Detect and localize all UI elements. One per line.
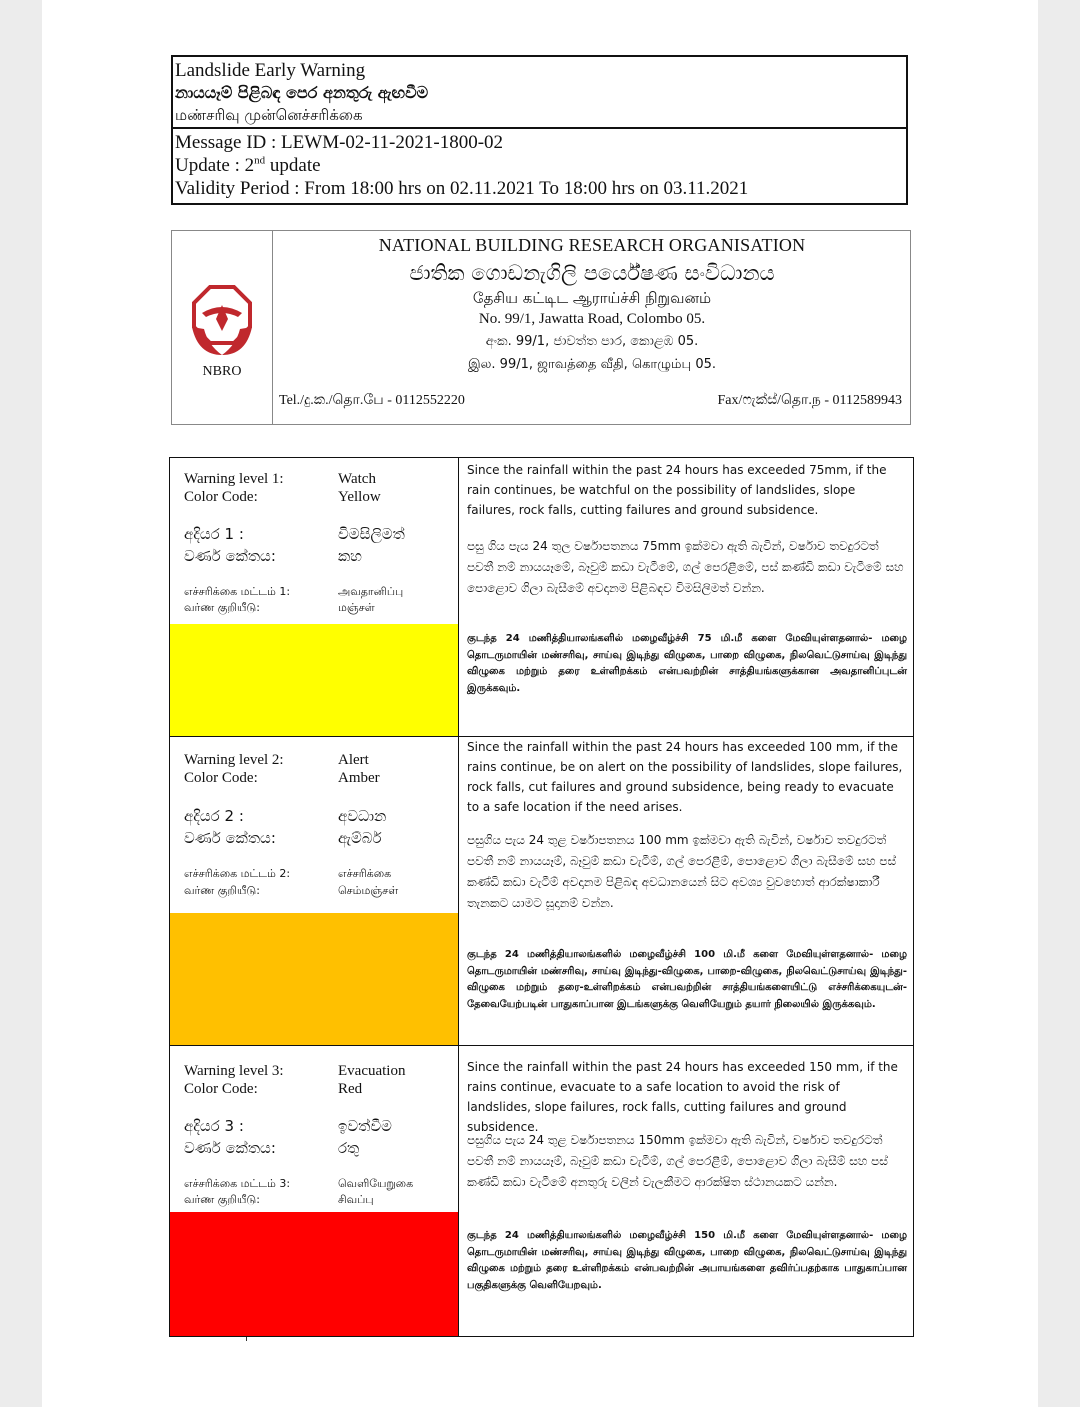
- level-value-tamil: எச்சரிக்கை: [338, 867, 392, 880]
- org-name-sinhala: ජාතික ගොඩනැගිලි පර්යේෂණ සංවිධානය: [409, 261, 775, 285]
- color-code-label: Color Code:: [184, 1081, 258, 1097]
- level-label: Warning level 3:: [184, 1063, 284, 1079]
- level-description-cell: [459, 458, 913, 736]
- color-code-value-tamil: செம்மஞ்சள்: [338, 884, 399, 897]
- level-label: Warning level 2:: [184, 752, 284, 768]
- header-message-section: [173, 129, 906, 203]
- color-code-value-sinhala: රතු: [338, 1139, 360, 1157]
- logo-cell: [172, 231, 273, 424]
- update-prefix: Update : 2: [175, 155, 255, 176]
- org-name-tamil: தேசிய கட்டிட ஆராய்ச்சி நிறுவனம்: [472, 289, 712, 307]
- org-address-sinhala: අංක. 99/1, ජාවත්ත පාර, කොළඹ 05.: [485, 334, 699, 349]
- warning-level-row: [170, 1046, 913, 1336]
- nbro-logo-icon: [188, 283, 256, 359]
- level-label-sinhala: අදියර 1 :: [184, 525, 244, 543]
- header-title-section: [173, 57, 906, 129]
- color-code-label-sinhala: වර්ණ කේතය:: [184, 547, 276, 565]
- color-code-label: Color Code:: [184, 770, 258, 786]
- level-label-sinhala: අදියර 3 :: [184, 1117, 244, 1135]
- org-address-english: No. 99/1, Jawatta Road, Colombo 05.: [478, 311, 706, 327]
- page-mark: [246, 1337, 247, 1341]
- organisation-box: [171, 230, 911, 425]
- level-value: Evacuation: [338, 1063, 406, 1079]
- warning-level-row: [170, 458, 913, 737]
- warning-level-row: [170, 737, 913, 1046]
- color-code-value: Amber: [338, 770, 380, 786]
- description-sinhala: පසු ගිය පැය 24 තුල වර්ෂාපතනය 75mm ඉක්මවා ඇති බැවින්, වර්ෂාව තවදුරටත් පවතී නම් නායයෑමේ, බෑවුම් කඩා වැටීමේ, ගල් පෙරළීමේ, පස් කණ්ඩි කඩා වැටීමේ සහ පොළොව ගිලා බැසීමේ අවදානම පිළිබඳව විමසිලිමත් වන්න.: [467, 539, 904, 595]
- description-english: Since the rainfall within the past 24 hours has exceeded 150 mm, if the rains continue, evacuate to a safe location to avoid the risk of landslides, slope failures, rock falls, cutting failures and ground subsidence.: [467, 1060, 898, 1134]
- color-code-label-tamil: வர்ண குறியீடு:: [184, 1193, 260, 1206]
- title-english: Landslide Early Warning: [175, 60, 366, 81]
- color-code-value-tamil: மஞ்சள்: [338, 601, 375, 614]
- level-value-tamil: அவதானிப்பு: [338, 585, 404, 598]
- org-address-tamil: இல. 99/1, ஜாவத்தை வீதி, கொழும்பு 05.: [467, 357, 716, 372]
- description-tamil: குடந்த 24 மணித்தியாலங்களில் மழைவீழ்ச்சி 100 மி.மீ களை மேவியுள்ளதனால்- மழை தொடருமாயின் மண்சரிவு, சாய்வு இடிந்து-விழுகை, பாறை-விழுகை, நிலவெட்டுசாய்வு இடிந்து-விழுகை மற்றும் தரை-உள்ளிறக்கம் என்பவற்றின் சாத்தியங்களையிட்டு எச்சரிக்கையுடன்- தேவையேற்படின் பாதுகாப்பான இடங்களுக்கு வெளியேறும் தயார் நிலையில் இருக்கவும்.: [467, 949, 907, 1010]
- description-sinhala: පසුගිය පැය 24 තුළ වර්ෂාපතනය 100 mm ඉක්මවා ඇති බැවින්, වර්ෂාව තවදුරටත් පවතී නම් නායයෑම්, බෑවුම් කඩා වැටීම්, ගල් පෙරළීම්, පොළොව ගිලා බැසීමේ සහ පස් කණ්ඩි කඩා වැටීම් අවදානම පිළිබඳ අවධානයෙන් සිට අවශ්‍ය වුවහොත් ආරක්ෂාකාරී තැනකට යාමට සූදානම් වන්න.: [467, 833, 897, 910]
- level-label-tamil: எச்சரிக்கை மட்டம் 1:: [184, 585, 291, 598]
- level-label-tamil: எச்சரிக்கை மட்டம் 2:: [184, 867, 291, 880]
- level-label-cell: [170, 458, 459, 736]
- level-label-tamil: எச்சரிக்கை மட்டம் 3:: [184, 1177, 291, 1190]
- color-code-value-sinhala: ඇම්බර්: [338, 829, 382, 847]
- level-value-sinhala: විමසිලිමත්: [338, 525, 405, 543]
- color-code-value: Yellow: [338, 489, 381, 505]
- update-superscript: nd: [254, 154, 266, 167]
- level-value-sinhala: අවධාන: [338, 807, 387, 825]
- update-suffix: update: [265, 155, 321, 176]
- color-code-label-sinhala: වර්ණ කේතය:: [184, 829, 276, 847]
- title-sinhala: නායයෑම් පිළිබඳ පෙර අනතුරු ඇඟවීම: [175, 83, 429, 102]
- level-value-tamil: வெளியேறுகை: [338, 1177, 414, 1190]
- color-code-value-tamil: சிவப்பு: [338, 1193, 374, 1206]
- color-code-value-sinhala: කහ: [338, 547, 362, 565]
- telephone-number: Tel./දු.ක./தொ.பே - 0112552220: [279, 393, 465, 408]
- amber-color-swatch: [170, 913, 458, 1045]
- yellow-color-swatch: [170, 624, 458, 736]
- description-english: Since the rainfall within the past 24 hours has exceeded 100 mm, if the rains continue, be on alert on the possibility of landslides, slope failures, rock falls, cut failures and ground subsidence, being ready to evacuate to a safe location if the need arises.: [467, 740, 903, 814]
- title-tamil: மண்சரிவு முன்னெச்சரிக்கை: [175, 106, 363, 124]
- color-code-label: Color Code:: [184, 489, 258, 505]
- red-color-swatch: [170, 1212, 458, 1336]
- color-code-label-tamil: வர்ண குறியீடு:: [184, 601, 260, 614]
- color-code-value: Red: [338, 1081, 363, 1097]
- description-tamil: குடந்த 24 மணித்தியாலங்களில் மழைவீழ்ச்சி 75 மி.மீ களை மேவியுள்ளதனால்- மழை தொடருமாயின் மண்சரிவு, சாய்வு இடிந்து விழுகை, பாறை விழுகை, நிலவெட்டுசாய்வு இடிந்து விழுகை மற்றும் தரை உள்ளிறக்கம் என்பவற்றின் சாத்தியங்களுக்கான அவதானிப்புடன் இருக்கவும்.: [467, 633, 907, 694]
- level-value: Alert: [338, 752, 369, 768]
- level-value-sinhala: ඉවත්වීම: [338, 1117, 392, 1135]
- description-tamil: குடந்த 24 மணித்தியாலங்களில் மழைவீழ்ச்சி 150 மி.மீ களை மேவியுள்ளதனால்- மழை தொடருமாயின் மண்சரிவு, சாய்வு இடிந்து விழுகை, பாறை விழுகை, நிலவெட்டுசாய்வு இடிந்து விழுகை மற்றும் தரை உள்ளிறக்கம் என்பவற்றின் அபாயங்களை தவிர்ப்பதற்காக பாதுகாப்பான பகுதிகளுக்கு வெளியேறவும்.: [467, 1230, 907, 1291]
- update-line: [175, 154, 904, 177]
- org-name-english: NATIONAL BUILDING RESEARCH ORGANISATION: [378, 235, 806, 255]
- color-code-label-sinhala: වර්ණ කේතය:: [184, 1139, 276, 1157]
- level-description-cell: [459, 1046, 913, 1336]
- level-label: Warning level 1:: [184, 471, 284, 487]
- warning-levels-table: [169, 457, 914, 1337]
- fax-number: Fax/ෆැක්ස්/தொ.ந - 0112589943: [717, 393, 902, 408]
- validity-period: Validity Period : From 18:00 hrs on 02.11.2021 To 18:00 hrs on 03.11.2021: [175, 178, 749, 199]
- level-value: Watch: [338, 471, 376, 487]
- message-id: Message ID : LEWM-02-11-2021-1800-02: [175, 132, 504, 153]
- warning-header-box: [171, 55, 908, 205]
- level-label-sinhala: අදියර 2 :: [184, 807, 244, 825]
- description-sinhala: පසුගිය පැය 24 තුළ වර්ෂාපතනය 150mm ඉක්මවා ඇති බැවින්, වර්ෂාව තවදුරටත් පවතී නම් නායයෑම්, බෑවුම් කඩා වැටීම්, ගල් පෙරළීම්, පොළොව ගිලා බැසීම් සහ පස් කණ්ඩි කඩා වැටීමේ අනතුරු වලින් වැලකීමට ආරක්ෂිත ස්ථානයකට යන්න.: [467, 1133, 888, 1189]
- level-label-cell: [170, 737, 459, 1045]
- logo-caption: NBRO: [202, 364, 242, 379]
- description-english: Since the rainfall within the past 24 hours has exceeded 75mm, if the rain continues, be watchful on the possibility of landslides, slope failures, rock falls, cutting failures and ground subsidence.: [467, 463, 887, 517]
- level-description-cell: [459, 737, 913, 1045]
- level-label-cell: [170, 1046, 459, 1336]
- color-code-label-tamil: வர்ண குறியீடு:: [184, 884, 260, 897]
